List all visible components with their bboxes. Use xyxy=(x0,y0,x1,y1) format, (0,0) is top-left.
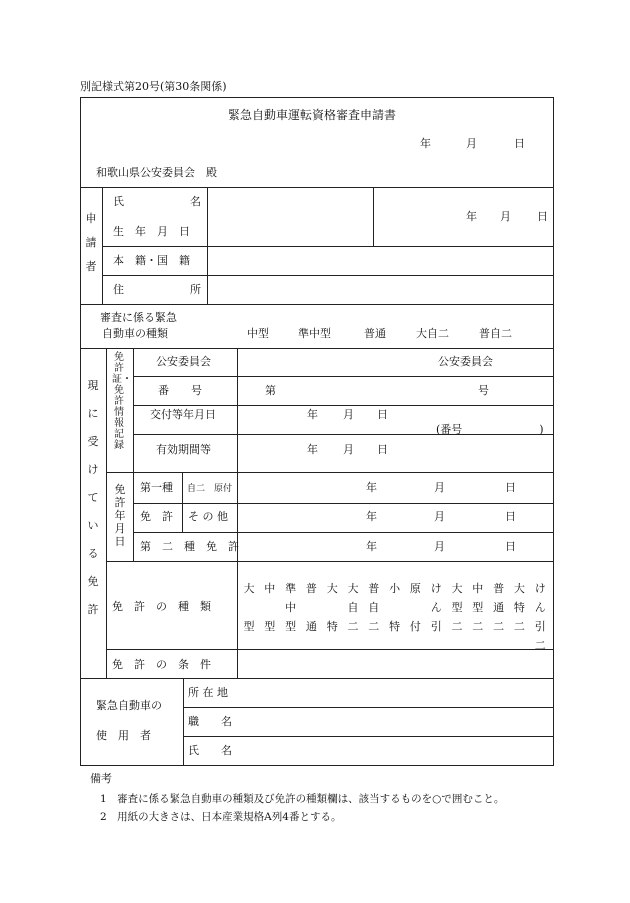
class2-label: 第 二 種 免 許 xyxy=(140,540,239,553)
address-label-2: 所 xyxy=(190,283,201,296)
rule xyxy=(80,304,554,305)
class1-month: 月 xyxy=(434,481,445,494)
vehicle-option: 普自二 xyxy=(479,327,512,340)
address-label-1: 住 xyxy=(113,283,124,296)
validity-day: 日 xyxy=(377,443,388,456)
rule xyxy=(133,503,554,504)
rule xyxy=(183,678,184,765)
outer-bottom xyxy=(80,765,554,766)
rule xyxy=(373,187,374,246)
birth-label: 生 年 月 日 xyxy=(113,225,190,238)
issue-month: 月 xyxy=(343,408,354,421)
rule xyxy=(183,736,554,737)
vehicle-option: 普通 xyxy=(364,327,386,340)
license-type-option: 普 通 xyxy=(305,582,317,633)
rule xyxy=(80,187,554,188)
commission-label: 公安委員会 xyxy=(156,355,211,368)
license-types-label: 免 許 の 種 類 xyxy=(112,600,211,613)
form-label: 別記様式第20号(第30条関係) xyxy=(80,80,227,93)
class1-small: 自二 原付 xyxy=(187,484,233,494)
birth-day: 日 xyxy=(537,210,548,223)
rule xyxy=(102,187,103,304)
user-name-label: 氏 名 xyxy=(188,744,232,757)
form-title: 緊急自動車運転資格審査申請書 xyxy=(228,108,397,122)
validity-year: 年 xyxy=(307,443,318,456)
other-label-b: そ の 他 xyxy=(188,510,228,523)
license-type-option: け ん 引 二 xyxy=(534,582,546,652)
birth-year: 年 xyxy=(466,210,477,223)
validity-label: 有効期間等 xyxy=(156,443,211,456)
license-type-option: 大 特 二 xyxy=(513,582,525,633)
outer-top xyxy=(80,97,554,98)
license-type-option: 小 特 xyxy=(389,582,401,633)
outer-right xyxy=(553,97,554,766)
commission-value: 公安委員会 xyxy=(438,355,493,368)
validity-month: 月 xyxy=(343,443,354,456)
rule xyxy=(183,707,554,708)
license-type-option: け ん 引 xyxy=(430,582,442,633)
other-day: 日 xyxy=(505,510,516,523)
issue-day: 日 xyxy=(377,408,388,421)
rule xyxy=(133,376,554,377)
other-label-a: 免 許 xyxy=(140,510,173,523)
class1-label: 第一種 xyxy=(140,481,173,494)
date-month: 月 xyxy=(466,137,477,150)
date-day: 日 xyxy=(514,137,525,150)
name-label-1: 氏 xyxy=(113,195,124,208)
license-type-option: 大 特 xyxy=(326,582,338,633)
applicant-group-label: 申請者 xyxy=(85,212,97,273)
license-type-option: 中 型 二 xyxy=(472,582,484,633)
user-label-2: 使 用 者 xyxy=(96,729,151,742)
outer-left xyxy=(80,97,81,766)
vehicle-option: 準中型 xyxy=(298,327,331,340)
rule xyxy=(106,472,554,473)
rule xyxy=(106,649,554,650)
other-year: 年 xyxy=(366,510,377,523)
class2-year: 年 xyxy=(366,540,377,553)
issue-label: 交付等年月日 xyxy=(150,408,216,421)
rule xyxy=(133,532,554,533)
note-item: 1 審査に係る緊急自動車の種類及び免許の種類欄は、該当するものを○で囲むこと。 xyxy=(100,793,505,805)
rule xyxy=(133,348,134,561)
name-label-2: 名 xyxy=(190,195,201,208)
number-label: 番 号 xyxy=(158,384,202,397)
domicile-label: 本 籍・国 籍 xyxy=(113,254,190,267)
user-location-label: 所 在 地 xyxy=(188,686,228,699)
license-type-option: 大 型 二 xyxy=(451,582,463,633)
note-item: 2 用紙の大きさは、日本産業規格A列4番とする。 xyxy=(100,811,342,823)
vehicle-type-label-1: 審査に係る緊急 xyxy=(100,311,177,324)
user-position-label: 職 名 xyxy=(188,715,232,728)
date-year: 年 xyxy=(420,137,431,150)
rule xyxy=(102,275,554,276)
current-license-group-label: 現に受けている免許 xyxy=(87,379,99,616)
license-type-option: 準 中 型 xyxy=(285,582,297,633)
other-month: 月 xyxy=(434,510,445,523)
rule xyxy=(102,246,554,247)
rule xyxy=(80,348,554,349)
rule xyxy=(237,348,238,678)
notes-title: 備考 xyxy=(90,772,112,785)
rule xyxy=(133,405,554,406)
number-paren: (番号 ) xyxy=(436,423,544,436)
license-date-group-label: 免許年月日 xyxy=(114,483,126,548)
addressee: 和歌山県公安委員会 殿 xyxy=(96,166,217,179)
vehicle-option: 中型 xyxy=(247,327,269,340)
class2-month: 月 xyxy=(434,540,445,553)
license-type-option: 原 付 xyxy=(409,582,421,633)
license-type-option: 普 通 二 xyxy=(493,582,505,633)
license-type-option: 中 型 xyxy=(264,582,276,633)
class1-year: 年 xyxy=(366,481,377,494)
number-suffix: 号 xyxy=(478,384,489,397)
user-label-1: 緊急自動車の xyxy=(96,699,162,712)
rule xyxy=(182,472,183,532)
vehicle-option: 大自二 xyxy=(416,327,449,340)
class2-day: 日 xyxy=(505,540,516,553)
license-type-option: 大 自 二 xyxy=(347,582,359,633)
class1-day: 日 xyxy=(505,481,516,494)
rule xyxy=(80,678,554,679)
rule xyxy=(207,187,208,304)
rule xyxy=(106,561,554,562)
license-type-option: 大 型 xyxy=(243,582,255,633)
license-conditions-label: 免 許 の 条 件 xyxy=(112,658,211,671)
vehicle-type-label-2: 自動車の種類 xyxy=(102,327,168,340)
rule xyxy=(106,348,107,678)
license-record-label: 免許証・免許情報記録 xyxy=(112,352,132,451)
license-type-option: 普 自 二 xyxy=(368,582,380,633)
birth-month: 月 xyxy=(500,210,511,223)
number-prefix: 第 xyxy=(265,384,276,397)
issue-year: 年 xyxy=(307,408,318,421)
